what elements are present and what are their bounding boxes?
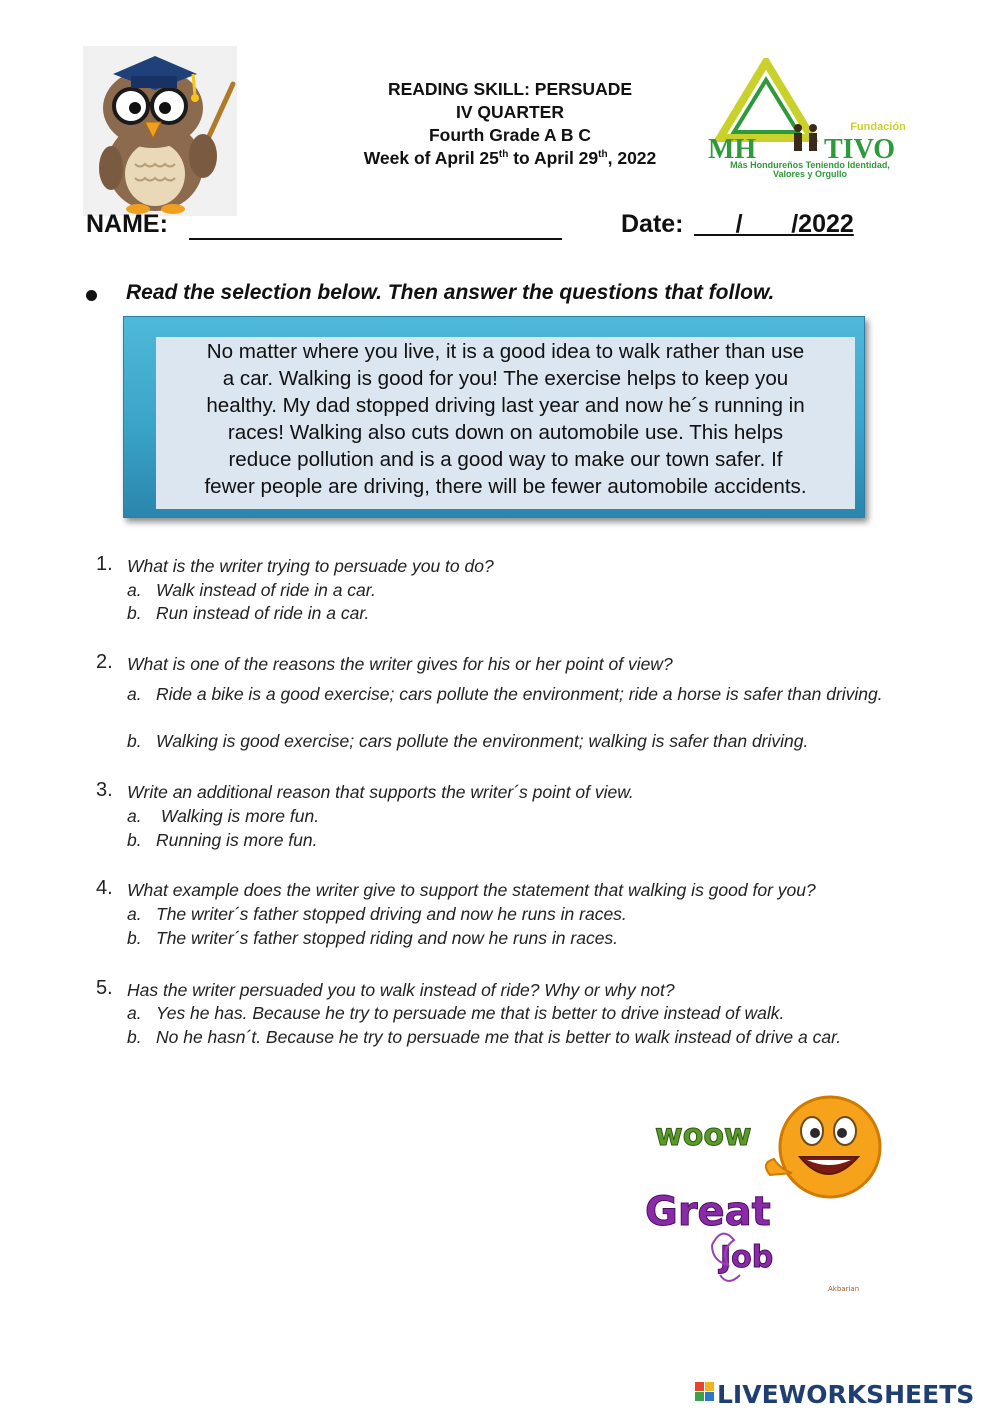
week-end: to April 29 [508,148,599,168]
option-letter: a. [127,904,142,924]
question-number: 5. [96,977,113,999]
passage-line: a car. Walking is good for you! The exercise helps to keep you [222,367,789,390]
owl-teacher-image [83,46,237,216]
logo-tagline-2: Valores y Orgullo [772,169,848,179]
name-date-row [86,210,906,244]
option-letter: a. [127,684,142,704]
question-number: 2. [96,651,113,673]
option-letter: a. [127,580,142,600]
passage-line: races! Walking also cuts down on automobile use. This helps [227,421,784,444]
passage-line: reduce pollution and is a good way to make our town safer. If [228,448,783,471]
option-text: Walking is good exercise; cars pollute the environment; walking is safer than driving. [156,731,809,751]
option-letter: b. [127,731,142,751]
option-text: The writer´s father stopped riding and now he runs in races. [156,928,619,948]
week-start: Week of April 25 [363,148,499,168]
option-text: Walking is more fun. [156,806,320,826]
week-year: , 2022 [607,148,657,168]
logo-name-right: TIVO [824,134,896,165]
option-text: No he hasn´t. Because he try to persuade me that is better to walk instead of drive a car. [156,1027,842,1047]
logo-name-left: MH [708,134,757,165]
instruction-text: Read the selection below. Then answer the questions that follow. [126,281,775,304]
question-text: Write an additional reason that supports the writer´s point of view. [127,782,634,802]
header-title: READING SKILL: PERSUADE [387,79,633,99]
great-job-sticker [640,1095,910,1305]
option-text: The writer´s father stopped driving and now he runs in races. [156,904,627,924]
date-field[interactable]: / /2022 [694,210,854,238]
question-number: 1. [96,553,113,575]
option-letter: a. [127,806,142,826]
option-text: Running is more fun. [156,830,318,850]
liveworksheets-brand [695,1378,995,1408]
question-text: What is one of the reasons the writer gives for his or her point of view? [127,654,673,674]
option-letter: b. [127,830,142,850]
reading-passage [156,338,855,500]
option-letter: b. [127,603,142,623]
header-grade: Fourth Grade A B C [428,125,592,145]
option-text: Run instead of ride in a car. [156,603,370,623]
week-ordinal-2: th [598,149,608,161]
header-week [300,147,720,170]
sticker-job: Job [720,1240,774,1275]
worksheet-header [300,78,720,170]
question-text: What example does the writer give to support the statement that walking is good for you? [127,880,816,900]
option-letter: b. [127,1027,142,1047]
option-text: Yes he has. Because he try to persuade me that is better to drive instead of walk. [156,1003,785,1023]
brand-text: LIVEWORKSHEETS [717,1380,975,1408]
week-ordinal-1: th [498,149,509,161]
date-label: Date: [621,210,684,238]
sticker-woow: woow [655,1118,752,1153]
option-letter: b. [127,928,142,948]
name-field[interactable] [189,238,562,240]
sticker-credit: Akbarian [828,1285,860,1293]
bullet-icon [86,290,97,301]
question-number: 3. [96,779,113,801]
option-text: Walk instead of ride in a car. [156,580,376,600]
passage-line: fewer people are driving, there will be fewer automobile accidents. [204,475,807,498]
name-label: NAME: [86,210,168,238]
sticker-great: Great [645,1189,771,1235]
passage-line: No matter where you live, it is a good idea to walk rather than use [206,340,805,363]
fundacion-motivo-logo [700,58,922,180]
logo-fundacion: Fundación [850,121,906,133]
header-quarter: IV QUARTER [456,102,564,122]
question-number: 4. [96,877,113,899]
logo-tagline-1: Más Hondureños Teniendo Identidad, [730,160,890,170]
question-text: Has the writer persuaded you to walk instead of ride? Why or why not? [127,980,675,1000]
option-letter: a. [127,1003,142,1023]
option-text: Ride a bike is a good exercise; cars pollute the environment; ride a horse is safer than driving. [156,684,883,704]
passage-line: healthy. My dad stopped driving last year and now he´s running in [206,394,805,417]
question-text: What is the writer trying to persuade you to do? [127,556,494,576]
